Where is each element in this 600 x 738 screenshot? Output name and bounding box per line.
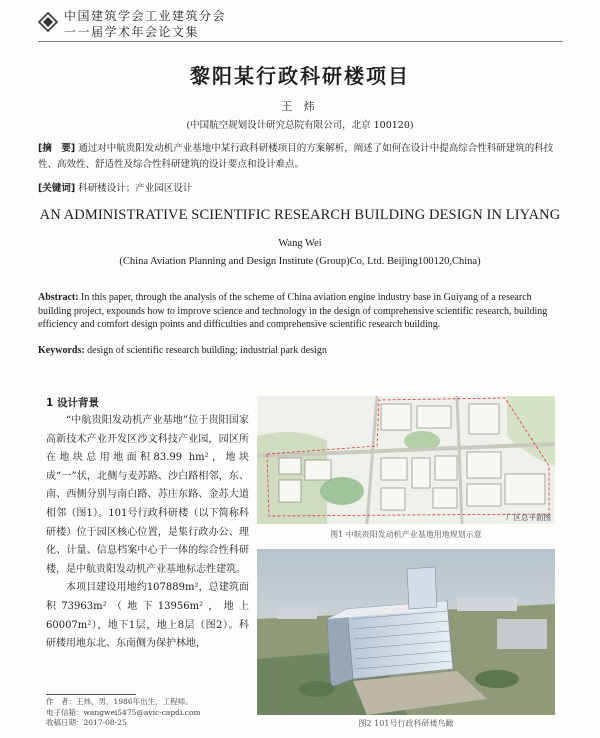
header-line-1: 中国建筑学会工业建筑分会: [64, 9, 227, 23]
keywords-en: [38, 345, 562, 356]
abstract-cn-text: 通过对中航贵阳发动机产业基地中某行政科研楼项目的方案解析，阐述了如何在设计中提高综合性科研建筑的科技性、高效性、舒适性及综合性科研建筑的设计要点和设计难点。: [38, 143, 554, 170]
abstract-cn: [38, 141, 562, 173]
figure-2-caption: 图2 101号行政科研楼鸟瞰: [358, 719, 454, 728]
affiliation-cn: (中国航空规划设计研究总院有限公司，北京 100120): [186, 120, 414, 131]
footnote-received-date: 收稿日期：2017-08-25: [46, 718, 127, 727]
footnote-divider: [46, 694, 136, 695]
footnote-author: 作 者：王炜，男，1986年出生，工程师。: [46, 697, 193, 706]
keywords-cn-label: [关键词]: [38, 183, 76, 194]
affiliation-en: (China Aviation Planning and Design Institute (Group)Co, Ltd. Beijing100120,China): [119, 256, 481, 267]
abstract-en-text: In this paper, through the analysis of the scheme of China aviation engine industry base in Guiyang of a research building project, expounds how to improve science and technology in the design of comprehensive scientific research, building efficiency and comfort design points and difficulties and comprehensive scientific research building.: [38, 292, 548, 330]
abstract-en-label: Abstract:: [38, 292, 79, 303]
section-body: [46, 412, 249, 654]
section-heading: 1 设计背景: [46, 397, 99, 409]
keywords-en-label: Keywords:: [38, 345, 85, 356]
paper-title-cn: 黎阳某行政科研楼项目: [190, 64, 410, 88]
body-paragraph-1: “中航贵阳发动机产业基地”位于贵阳国家高新技术产业开发区沙文科技产业园，园区所在地块总用地面积83.99 hm²，地块成“一”状，北侧与麦苏路、沙白路相邻，东、南、西侧分别与南白路、苏庄东路、金苏大道相邻（图1）。101号行政科研楼（以下简称科研楼）位于园区核心位置，是集行政办公、理化、计量、信息档案中心于一体的综合性科研楼，是中航贵阳发动机产业基地标志性建筑。: [46, 415, 249, 575]
aerial-rendering-figure: [257, 549, 555, 715]
keywords-en-text: design of scientific research building; industrial park design: [87, 345, 327, 356]
paper-title-en: AN ADMINISTRATIVE SCIENTIFIC RESEARCH BUILDING DESIGN IN LIYANG: [39, 207, 561, 223]
author-cn: 王 炜: [281, 100, 319, 113]
running-header: [64, 8, 226, 40]
site-plan-inner-label: 厂区总平面图: [506, 513, 551, 522]
keywords-cn-text: 科研楼设计；产业园区设计: [78, 183, 193, 194]
author-en: Wang Wei: [278, 238, 322, 249]
figure-1-caption: 图1 中航贵阳发动机产业基地用地规划示意: [330, 530, 482, 539]
footnote-email: 电子信箱：wangwei5475@avic-capdi.com: [46, 707, 201, 717]
keywords-cn: [38, 180, 562, 194]
society-logo-icon: [38, 12, 58, 32]
body-paragraph-2: 本项目建设用地约107889m²，总建筑面积73963m²（地下13956m²，地上60007m²），地下1层，地上8层（图2）。科研楼用地东北、东南侧为保护林地，: [46, 582, 249, 650]
abstract-cn-label: [摘 要]: [38, 143, 76, 154]
header-divider: [38, 41, 563, 42]
site-plan-figure: [257, 396, 555, 524]
abstract-en: [38, 291, 562, 332]
author-footnote: [46, 697, 201, 729]
header-line-2: 一一届学术年会论文集: [64, 25, 200, 39]
